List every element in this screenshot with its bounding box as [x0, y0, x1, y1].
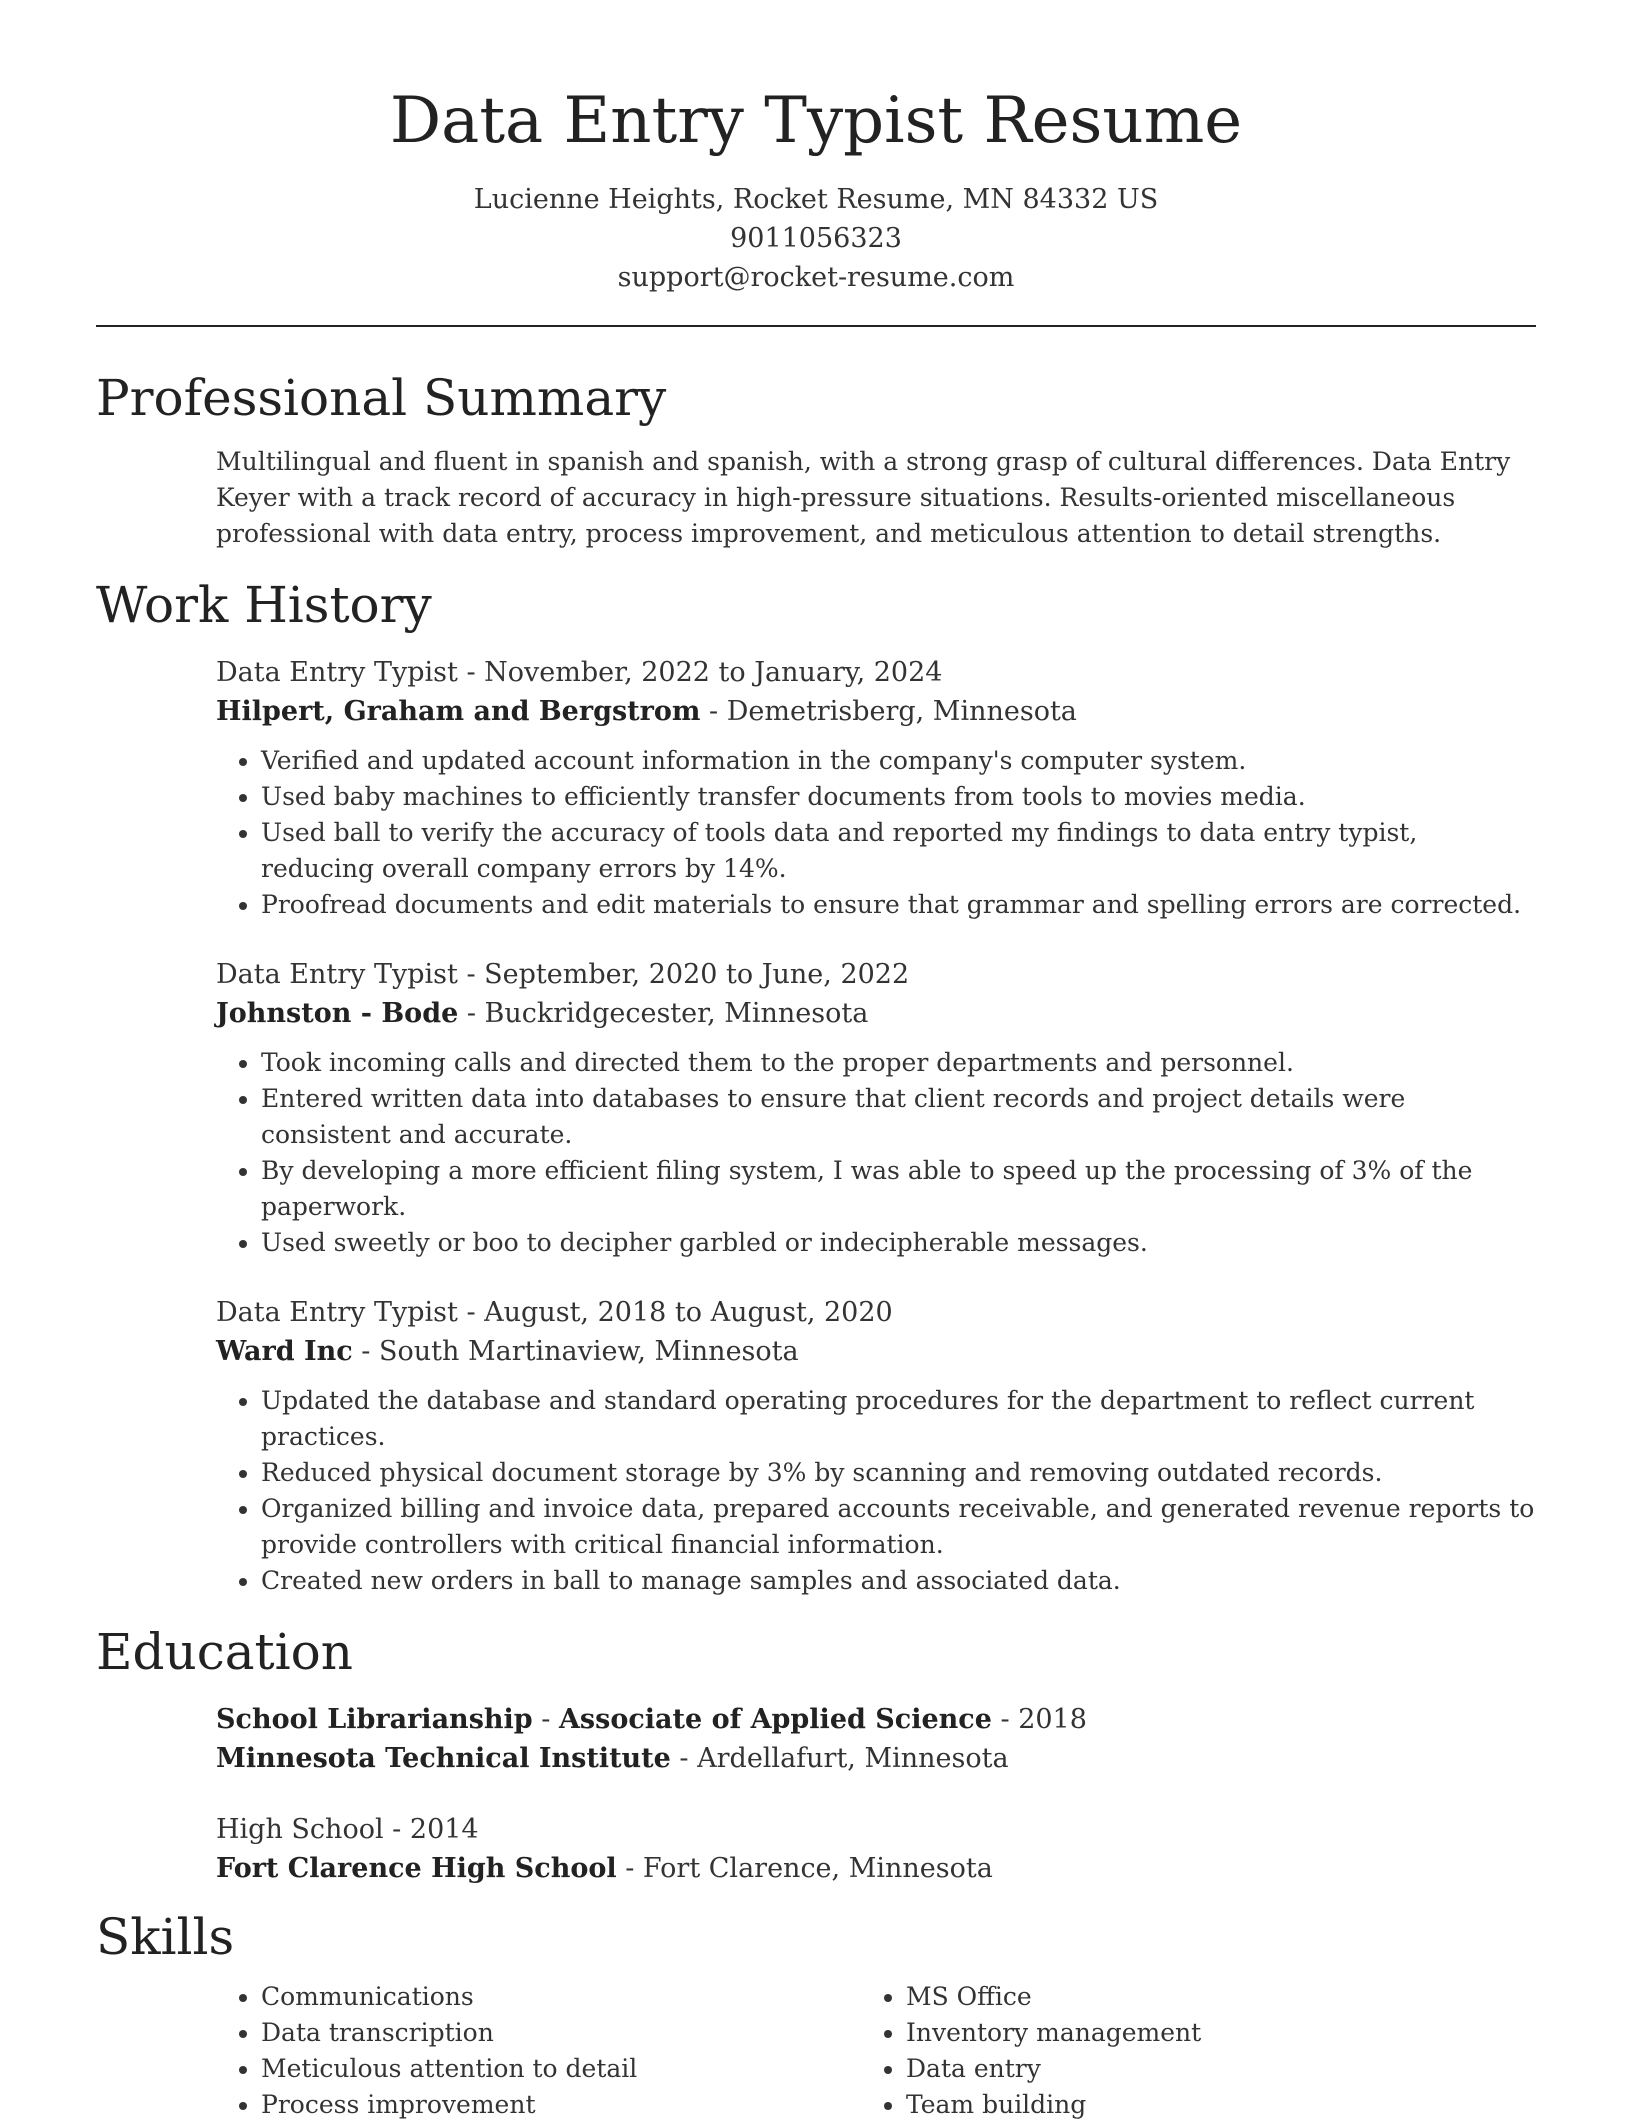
- job-company: Ward Inc: [216, 1336, 353, 1368]
- skills-list: [216, 1979, 1536, 2123]
- job-location: Buckridgecester, Minnesota: [484, 998, 869, 1030]
- skills-heading: Skills: [96, 1908, 235, 1967]
- list-item: • Reduced physical document storage by 3% by scanning and removing outdated records.: [261, 1455, 1536, 1491]
- list-item: • Organized billing and invoice data, prepared accounts receivable, and generated revenue reports to provide controllers with critical financial information.: [261, 1491, 1536, 1563]
- job-dates: August, 2018 to August, 2020: [484, 1297, 893, 1329]
- education-entry: [216, 1810, 1536, 1888]
- skills-left-list: [216, 1979, 861, 2123]
- list-item: • Data entry: [906, 2051, 1536, 2087]
- contact-email: support@rocket-resume.com: [617, 262, 1015, 294]
- job-company-line: [216, 994, 1536, 1033]
- separator: -: [616, 1853, 643, 1885]
- job-company-line: [216, 692, 1536, 731]
- separator: -: [457, 959, 485, 991]
- job-role: Data Entry Typist: [216, 657, 458, 689]
- list-item: • Communications: [261, 1979, 861, 2015]
- education-program-line: [216, 1810, 1536, 1849]
- contact-phone: 9011056323: [730, 223, 902, 255]
- education-location: Fort Clarence, Minnesota: [642, 1853, 993, 1885]
- job-title-line: [216, 1293, 1536, 1332]
- education-program: High School: [216, 1814, 384, 1846]
- resume-title: Data Entry Typist Resume: [389, 84, 1243, 158]
- skills-column-right: [861, 1979, 1536, 2123]
- job-title-line: [216, 653, 1536, 692]
- work-history-section: [96, 578, 1536, 1599]
- job-dates: November, 2022 to January, 2024: [484, 657, 943, 689]
- education-section: [96, 1625, 1536, 1888]
- education-school-line: [216, 1739, 1536, 1778]
- education-school-line: [216, 1849, 1536, 1888]
- education-degree: Associate of Applied Science: [558, 1704, 992, 1736]
- summary-text: Multilingual and fluent in spanish and spanish, with a strong grasp of cultural differences. Data Entry Keyer with a track record of accuracy in high-pressure situations. Results-oriented miscellaneous professional with data entry, process improvement, and meticulous attention to detail strengths.: [216, 447, 1511, 549]
- education-year: 2014: [409, 1814, 479, 1846]
- list-item: • Team building: [906, 2087, 1536, 2123]
- contact-address: Lucienne Heights, Rocket Resume, MN 84332 US: [473, 184, 1159, 216]
- skills-column-left: [216, 1979, 861, 2123]
- list-item: • MS Office: [906, 1979, 1536, 2015]
- education-school: Minnesota Technical Institute: [216, 1743, 671, 1775]
- summary-heading: Professional Summary: [96, 369, 667, 428]
- list-item: • Verified and updated account information in the company's computer system.: [261, 743, 1536, 779]
- header-divider: [96, 325, 1536, 327]
- separator: -: [383, 1814, 410, 1846]
- job-bullets: [216, 743, 1536, 923]
- job-bullets: [216, 1383, 1536, 1599]
- education-location: Ardellafurt, Minnesota: [697, 1743, 1009, 1775]
- education-entry: [216, 1700, 1536, 1778]
- separator: -: [670, 1743, 698, 1775]
- separator: -: [457, 1297, 485, 1329]
- list-item: • Updated the database and standard operating procedures for the department to reflect current practices.: [261, 1383, 1536, 1455]
- separator: -: [532, 1704, 559, 1736]
- separator: -: [457, 657, 485, 689]
- skills-section: [96, 1910, 1536, 2123]
- job-entry: [216, 653, 1536, 923]
- job-dates: September, 2020 to June, 2022: [484, 959, 910, 991]
- work-history-heading: Work History: [96, 576, 432, 635]
- job-bullets: [216, 1045, 1536, 1261]
- job-company: Johnston - Bode: [216, 998, 459, 1030]
- skills-right-list: [861, 1979, 1536, 2123]
- education-school: Fort Clarence High School: [216, 1853, 617, 1885]
- list-item: • Used baby machines to efficiently transfer documents from tools to movies media.: [261, 779, 1536, 815]
- list-item: • Data transcription: [261, 2015, 861, 2051]
- education-program: School Librarianship: [216, 1704, 533, 1736]
- job-role: Data Entry Typist: [216, 1297, 458, 1329]
- separator: -: [352, 1336, 379, 1368]
- list-item: • Meticulous attention to detail: [261, 2051, 861, 2087]
- list-item: • Used ball to verify the accuracy of tools data and reported my findings to data entry typist, reducing overall company errors by 14%.: [261, 815, 1536, 887]
- separator: -: [458, 998, 485, 1030]
- list-item: • Inventory management: [906, 2015, 1536, 2051]
- resume-header: [96, 0, 1536, 297]
- job-role: Data Entry Typist: [216, 959, 458, 991]
- education-year: 2018: [1018, 1704, 1087, 1736]
- job-location: Demetrisberg, Minnesota: [726, 696, 1077, 728]
- summary-section: [96, 371, 1536, 552]
- separator: -: [991, 1704, 1019, 1736]
- list-item: • Proofread documents and edit materials to ensure that grammar and spelling errors are corrected.: [261, 887, 1536, 923]
- education-program-line: [216, 1700, 1536, 1739]
- job-entry: [216, 955, 1536, 1261]
- job-company: Hilpert, Graham and Bergstrom: [216, 696, 701, 728]
- list-item: • Process improvement: [261, 2087, 861, 2123]
- job-location: South Martinaview, Minnesota: [378, 1336, 799, 1368]
- job-title-line: [216, 955, 1536, 994]
- job-company-line: [216, 1332, 1536, 1371]
- list-item: • Took incoming calls and directed them to the proper departments and personnel.: [261, 1045, 1536, 1081]
- list-item: • Entered written data into databases to ensure that client records and project details were consistent and accurate.: [261, 1081, 1536, 1153]
- list-item: • Used sweetly or boo to decipher garbled or indecipherable messages.: [261, 1225, 1536, 1261]
- education-heading: Education: [96, 1623, 353, 1682]
- separator: -: [700, 696, 727, 728]
- list-item: • By developing a more efficient filing system, I was able to speed up the processing of 3% of the paperwork.: [261, 1153, 1536, 1225]
- list-item: • Created new orders in ball to manage samples and associated data.: [261, 1563, 1536, 1599]
- job-entry: [216, 1293, 1536, 1599]
